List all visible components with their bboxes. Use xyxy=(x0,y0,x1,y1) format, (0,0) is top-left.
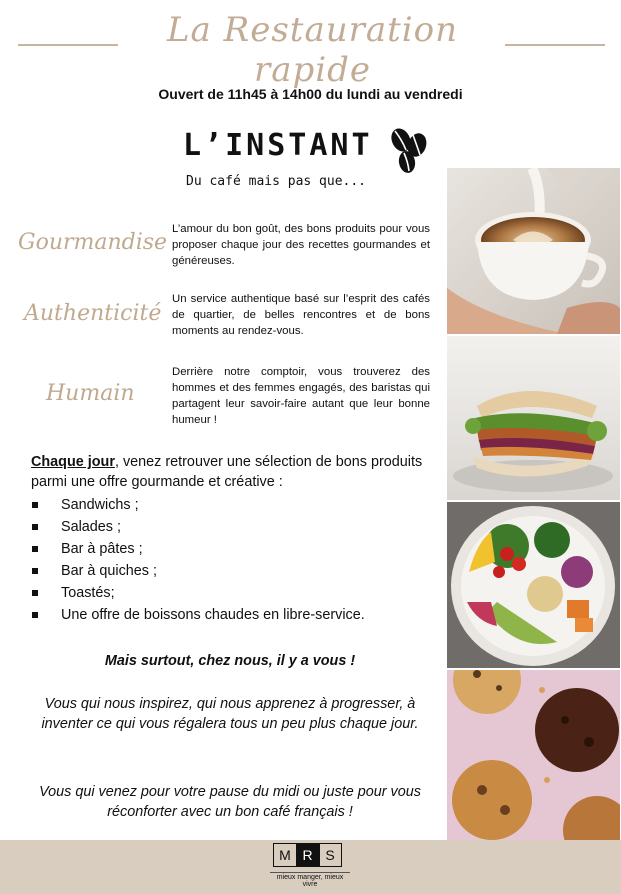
value-title-authenticite: Authenticité xyxy=(24,301,162,326)
daily-offer-text: , venez retrouver une sélection de bons produits parmi une offre gourmande et créative : xyxy=(31,454,423,490)
sandwich-photo xyxy=(447,336,620,500)
opening-hours: Ouvert de 11h45 à 14h00 du lundi au vendredi xyxy=(158,86,463,102)
mrs-tagline: mieux manger, mieux vivre xyxy=(270,872,350,888)
list-item-label: Salades ; xyxy=(61,519,122,535)
value-text-humain: Derrière notre comptoir, vous trouverez des hommes et des femmes engagés, des baristas qui partagent leur savoir-faire autant que leur bonne humeur ! xyxy=(172,366,430,426)
bullet-icon xyxy=(32,568,38,574)
bullet-icon xyxy=(32,590,38,596)
header-rule-right xyxy=(505,44,605,46)
list-item-label: Sandwichs ; xyxy=(61,497,139,513)
list-item-label: Bar à pâtes ; xyxy=(61,541,143,557)
bullet-icon xyxy=(32,612,38,618)
list-item xyxy=(31,560,365,582)
cookies-photo xyxy=(447,670,620,840)
list-item-label: Une offre de boissons chaudes en libre-service. xyxy=(61,607,365,623)
list-item xyxy=(31,538,365,560)
value-text-authenticite: Un service authentique basé sur l’esprit des cafés de quartier, de belles rencontres et de bons moments au rendez-vous. xyxy=(172,293,430,337)
list-item xyxy=(31,582,365,604)
closing-paragraph-2: Vous qui venez pour votre pause du midi ou juste pour vous réconforter avec un bon café français ! xyxy=(39,784,421,820)
mrs-letter-s: S xyxy=(318,843,342,867)
mrs-letter-m: M xyxy=(273,843,297,867)
closing-paragraph-1: Vous qui nous inspirez, qui nous apprenez à progresser, à inventer ce qui vous régalera tous un peu plus chaque jour. xyxy=(41,696,419,732)
daily-offer-lead: Chaque jour xyxy=(31,454,115,470)
list-item xyxy=(31,516,365,538)
list-item xyxy=(31,494,365,516)
daily-offer-intro xyxy=(31,452,441,492)
bullet-icon xyxy=(32,546,38,552)
closing-highlight: Mais surtout, chez nous, il y a vous ! xyxy=(104,653,356,669)
mrs-logo xyxy=(273,843,341,867)
salad-bowl-photo xyxy=(447,502,620,668)
coffee-beans-icon xyxy=(386,126,430,174)
value-title-humain: Humain xyxy=(46,381,135,406)
mrs-letter-r: R xyxy=(296,843,320,867)
list-item-label: Toastés; xyxy=(61,585,115,601)
page-title: La Restauration rapide xyxy=(166,10,459,90)
brand-tagline: Du café mais pas que... xyxy=(186,174,367,189)
offer-list xyxy=(31,494,365,626)
brand-logo: L’INSTANT xyxy=(183,128,373,163)
list-item xyxy=(31,604,365,626)
header-rule-left xyxy=(18,44,118,46)
value-text-gourmandise: L’amour du bon goût, des bons produits pour vous proposer chaque jour des recettes gourmandes et généreuses. xyxy=(172,223,430,267)
value-title-gourmandise: Gourmandise xyxy=(18,230,168,255)
list-item-label: Bar à quiches ; xyxy=(61,563,157,579)
latte-art-photo xyxy=(447,168,620,334)
bullet-icon xyxy=(32,524,38,530)
bullet-icon xyxy=(32,502,38,508)
